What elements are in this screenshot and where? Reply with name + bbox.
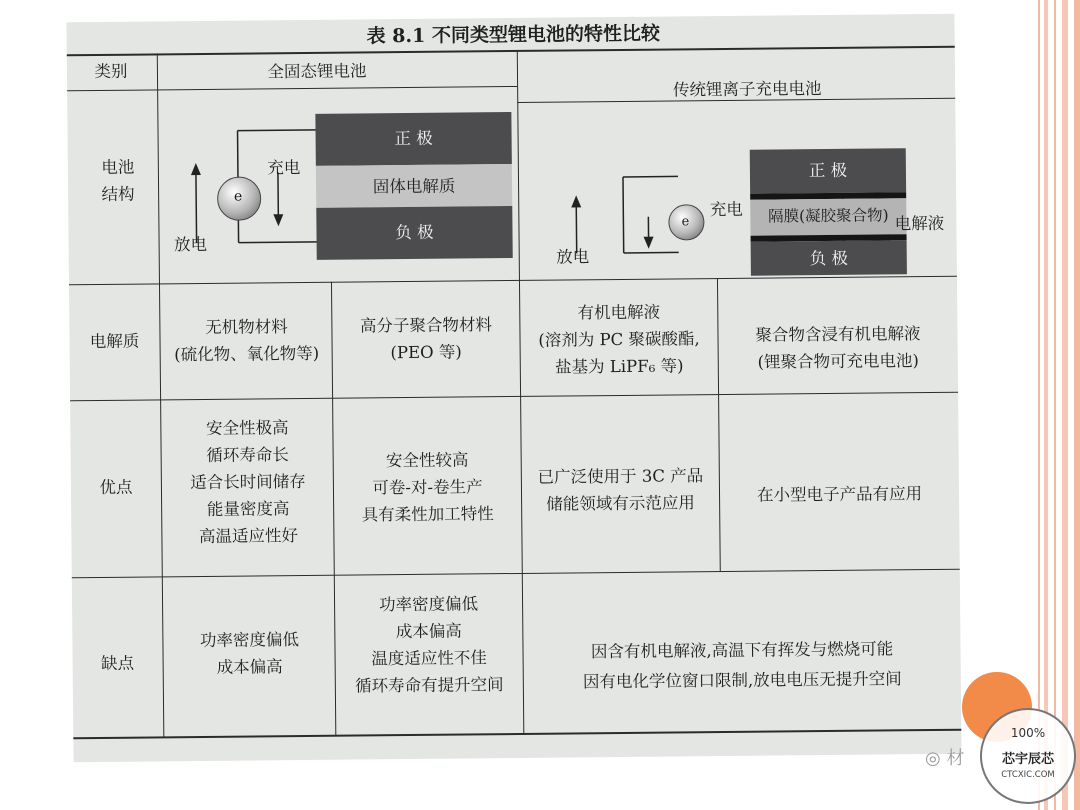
traditional-electron-label: e [681,214,690,230]
solid-state-diagram [167,90,519,283]
row-rule-2 [70,392,958,402]
watermark-text: 材 [946,748,965,769]
solid-negative-label: 负 极 [395,222,434,243]
traditional-charge-label: 充电 [709,199,743,220]
advantages-cell-organic: 已广泛使用于 3C 产品 储能领域有示范应用 [537,466,704,514]
slide-border-stripes [1032,0,1080,810]
brand-stamp [980,708,1076,804]
traditional-separator-label: 隔膜(凝胶聚合物) [767,206,889,226]
table-caption: 表 8.1 不同类型锂电池的特性比较 [366,22,661,48]
solid-discharge-label: 放电 [174,234,208,255]
book-page [66,14,961,762]
solid-electron-label: e [233,188,243,205]
row-label-structure: 电池 结构 [101,157,135,204]
traditional-electrolyte-label: 电解液 [894,213,945,234]
solid-positive-label: 正 极 [394,128,433,149]
row-label-advantages: 优点 [99,477,133,497]
disadvantages-cell-traditional: 因含有机电解液,高温下有挥发与燃烧可能 因有电化学位窗口限制,放电电压无提升空间 [582,639,902,692]
solid-electrolyte-label: 固体电解质 [372,176,456,197]
electrolyte-cell-inorganic: 无机物材料 (硫化物、氧化物等) [174,317,320,365]
traditional-negative-label: 负 极 [809,248,848,269]
advantages-cell-inorganic: 安全性极高 循环寿命长 适合长时间储存 能量密度高 高温适应性好 [190,418,306,547]
category-column-rule [157,53,165,737]
advantages-cell-gel-polymer: 在小型电子产品有应用 [756,484,923,505]
disadvantages-cell-polymer: 功率密度偏低 成本偏高 温度适应性不佳 循环寿命有提升空间 [355,594,504,696]
stamp-middle-text: 芯宇辰芯 [1001,752,1054,767]
traditional-diagram [527,102,949,280]
electrolyte-cell-gel-polymer: 聚合物含浸有机电解液 (锂聚合物可充电电池) [755,324,921,372]
stamp-bottom-text: CTCXIC.COM [1001,770,1055,780]
traditional-discharge-label: 放电 [556,247,590,267]
row-label-disadvantages: 缺点 [101,653,135,673]
stamp-top-text: 100% [1010,726,1046,740]
electrolyte-cell-polymer: 高分子聚合物材料 (PEO 等) [359,315,492,363]
traditional-positive-label: 正 极 [808,160,848,181]
disadvantages-cell-inorganic: 功率密度偏低 成本偏高 [199,630,299,677]
header-traditional: 传统锂离子充电电池 [672,79,822,100]
wechat-icon: ◎ [925,748,941,769]
electrolyte-cell-organic: 有机电解液 (溶剂为 PC 聚碳酸酯, 盐基为 LiPF₆ 等) [538,302,700,377]
row-label-electrolyte: 电解质 [89,331,140,352]
table-bottom-rule [73,729,961,740]
table-top-rule [67,46,955,57]
solid-charge-label: 充电 [267,158,301,178]
header-category: 类别 [94,61,128,82]
header-solid-state: 全固态锂电池 [267,61,367,82]
advantages-cell-polymer: 安全性较高 可卷-对-卷生产 具有柔性加工特性 [361,450,494,525]
row-rule-3 [72,569,960,579]
wechat-watermark [925,744,964,770]
